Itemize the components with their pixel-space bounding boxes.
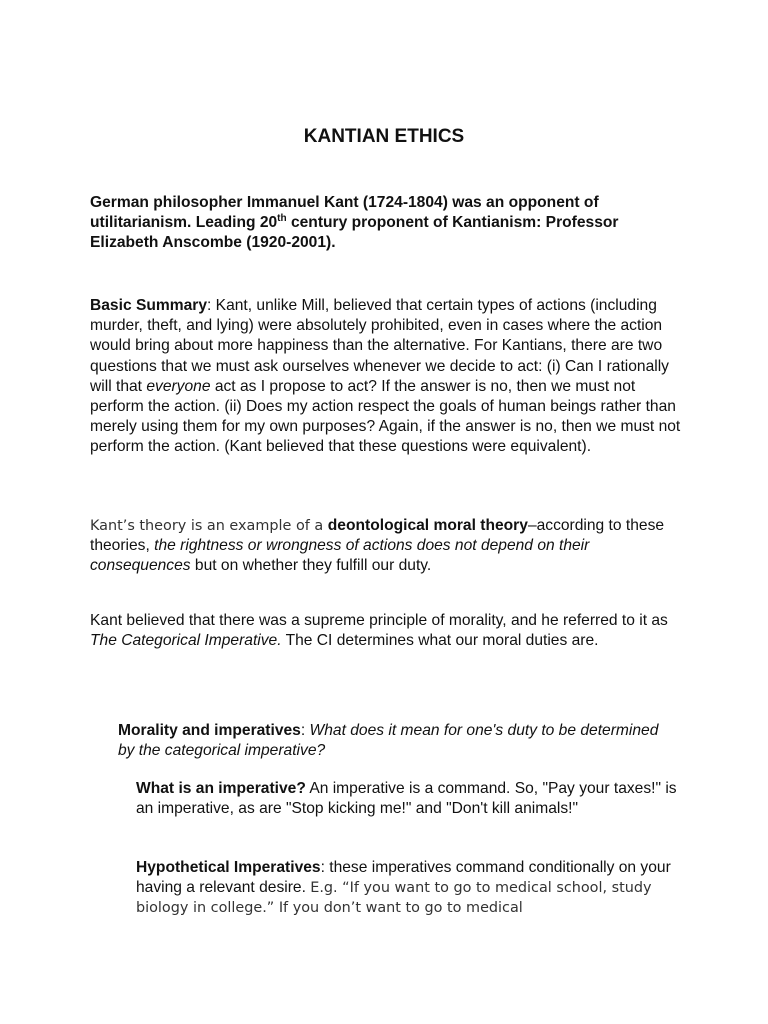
deontological-paragraph — [90, 516, 690, 577]
basic-summary-heading: Basic Summary — [90, 297, 208, 314]
hypothetical-heading: Hypothetical Imperatives — [136, 859, 321, 876]
morality-question: What does it mean for one's duty to be determined by the categorical imperative? — [118, 722, 659, 760]
page-title: KANTIAN ETHICS — [303, 126, 465, 147]
basic-summary-emphasis: everyone — [146, 377, 211, 395]
hypothetical-text-2: E.g. “If you want to go to medical school, study biology in college.” If you don’t want to go to medical — [136, 880, 652, 917]
deontological-term: deontological moral theory — [327, 517, 528, 534]
intro-text-1: German philosopher Immanuel Kant (1724-1804) was an opponent of utilitarianism. Leading 20 — [90, 194, 599, 232]
morality-imperatives-paragraph — [118, 721, 678, 761]
basic-summary-text-2: act as I propose to act? If the answer is no, then we must not perform the action. (ii) Does my action respect the goals of human beings rather than merely using them for my own purposes? Again, if the answer is no, then we must not perform the action. (Kant believed that these questions were equivalent). — [90, 377, 681, 456]
categorical-text-2: The CI determines what our moral duties are. — [281, 632, 599, 650]
what-is-imperative-paragraph — [136, 779, 681, 819]
categorical-text-1: Kant believed that there was a supreme principle of morality, and he referred to it as — [90, 612, 668, 629]
deontological-text-1: –according to these theories, — [90, 517, 665, 555]
categorical-emphasis: The Categorical Imperative. — [90, 632, 282, 650]
intro-paragraph — [90, 193, 690, 254]
basic-summary-text-1: : Kant, unlike Mill, believed that certain types of actions (including murder, theft, and lying) were absolutely prohibited, even in cases where the action would bring about more happiness than the alternative. For Kantians, there are two questions that we must ask ourselves whenever we decide to act: (i) Can I rationally will that — [90, 297, 669, 395]
imperative-text: An imperative is a command. So, "Pay your taxes!" is an imperative, as are "Stop kicking me!" and "Don't kill animals!" — [136, 780, 677, 818]
intro-superscript: th — [277, 213, 287, 225]
morality-colon: : — [300, 722, 310, 739]
deontological-emphasis: the rightness or wrongness of actions does not depend on their consequences — [90, 537, 590, 575]
deontological-lead: Kant’s theory is an example of a — [90, 518, 328, 534]
deontological-text-2: but on whether they fulfill our duty. — [190, 557, 432, 575]
basic-summary-paragraph — [90, 296, 690, 458]
hypothetical-imperatives-paragraph — [136, 858, 681, 919]
categorical-imperative-paragraph — [90, 611, 690, 651]
hypothetical-text-1: : these imperatives command conditionally on your having a relevant desire. — [136, 859, 671, 897]
intro-text-2: century proponent of Kantianism: Professor Elizabeth Anscombe (1920-2001). — [90, 214, 619, 252]
imperative-heading: What is an imperative? — [136, 780, 306, 797]
morality-heading: Morality and imperatives — [118, 722, 301, 739]
